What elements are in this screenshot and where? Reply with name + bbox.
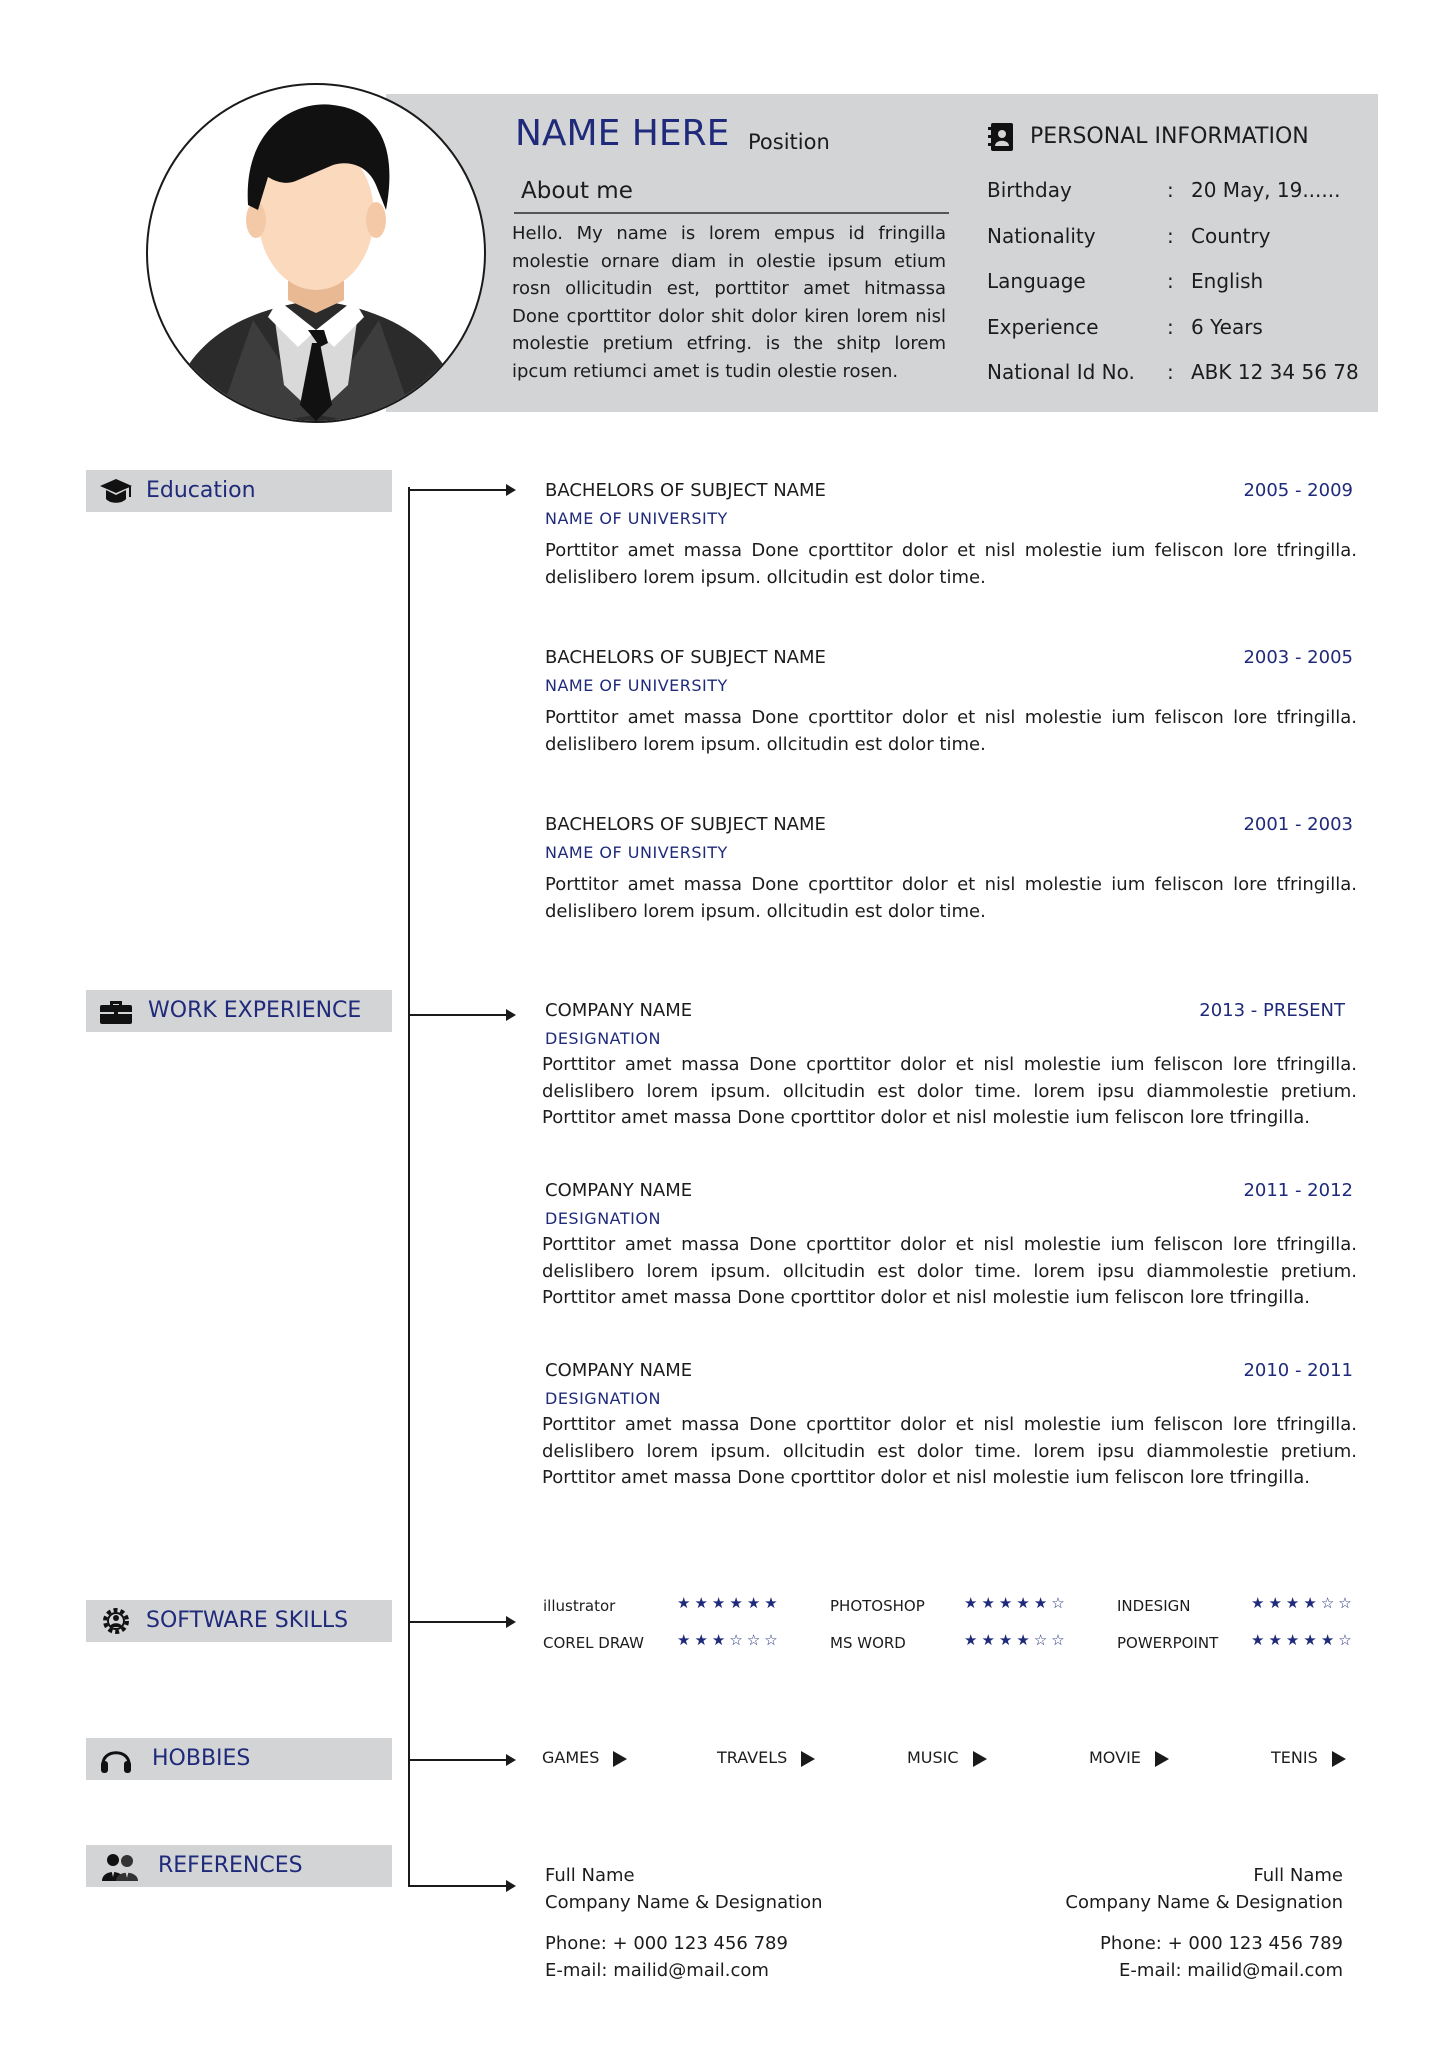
star-filled-icon: ★: [764, 1594, 782, 1612]
section-software-skills: [86, 1600, 392, 1642]
contact-book-icon: [987, 122, 1015, 152]
star-filled-icon: ★: [1016, 1631, 1034, 1649]
star-filled-icon: ★: [981, 1594, 999, 1612]
play-icon: [801, 1751, 815, 1767]
about-me-heading: About me: [521, 178, 633, 204]
pi-label: Nationality: [987, 224, 1096, 248]
university-name: NAME OF UNIVERSITY: [545, 509, 728, 528]
work-entry: [542, 1360, 1357, 1492]
star-empty-icon: ☆: [1051, 1631, 1069, 1649]
star-filled-icon: ★: [1303, 1631, 1321, 1649]
star-empty-icon: ☆: [1320, 1594, 1339, 1612]
work-years: 2013 - PRESENT: [1199, 1000, 1345, 1021]
star-filled-icon: ★: [1285, 1631, 1304, 1649]
skill-rating: [964, 1631, 1069, 1649]
skill-name: INDESIGN: [1117, 1597, 1191, 1615]
star-filled-icon: ★: [1285, 1594, 1304, 1612]
star-filled-icon: ★: [1303, 1594, 1321, 1612]
work-years: 2010 - 2011: [1243, 1360, 1353, 1381]
star-filled-icon: ★: [711, 1631, 730, 1649]
pi-label: National Id No.: [987, 360, 1135, 384]
pi-value: English: [1191, 269, 1264, 293]
reference-left: [545, 1862, 823, 1984]
reference-company: Company Name & Designation: [1065, 1892, 1343, 1913]
section-hobbies: [86, 1738, 392, 1780]
degree-years: 2001 - 2003: [1243, 814, 1353, 835]
hobby-label: TRAVELS: [717, 1748, 788, 1767]
reference-phone: Phone: + 000 123 456 789: [545, 1933, 788, 1954]
skill-rating: [677, 1631, 782, 1649]
star-filled-icon: ★: [1268, 1594, 1286, 1612]
star-filled-icon: ★: [1251, 1594, 1269, 1612]
university-name: NAME OF UNIVERSITY: [545, 676, 728, 695]
education-entry: [545, 480, 1357, 591]
skill-rating: [1251, 1594, 1356, 1612]
pi-label: Birthday: [987, 178, 1072, 202]
hobby-label: MUSIC: [907, 1748, 959, 1767]
reference-email: E-mail: mailid@mail.com: [1119, 1960, 1343, 1981]
personal-info-heading: PERSONAL INFORMATION: [1030, 124, 1309, 149]
work-entry: [542, 1000, 1357, 1132]
education-arrow: [408, 489, 510, 491]
play-icon: [973, 1751, 987, 1767]
star-empty-icon: ☆: [1033, 1631, 1052, 1649]
star-filled-icon: ★: [677, 1631, 695, 1649]
work-description: Porttitor amet massa Done cporttitor dolor et nisl molestie ium feliscon lore tfringilla. delislibero lorem ipsum. ollcitudin est dolor time. lorem ipsu diammolestie pretium. Porttitor amet massa Done cporttitor dolor et nisl molestie ium feliscon lore tfringilla.: [542, 1234, 1357, 1308]
star-filled-icon: ★: [1268, 1631, 1286, 1649]
pi-row-language: Language : English: [987, 269, 1264, 293]
play-icon: [613, 1751, 627, 1767]
section-label: REFERENCES: [158, 1853, 303, 1878]
star-filled-icon: ★: [729, 1594, 747, 1612]
education-entry: [545, 814, 1357, 925]
pi-value: ABK 12 34 56 78: [1191, 360, 1359, 384]
pi-row-experience: Experience : 6 Years: [987, 315, 1263, 339]
degree-years: 2003 - 2005: [1243, 647, 1353, 668]
hobby-label: TENIS: [1271, 1748, 1318, 1767]
hobby-item: [1089, 1748, 1169, 1767]
reference-name: Full Name: [1253, 1865, 1343, 1886]
star-empty-icon: ☆: [746, 1631, 765, 1649]
pi-label: Language: [987, 269, 1086, 293]
star-empty-icon: ☆: [1051, 1594, 1069, 1612]
pi-label: Experience: [987, 315, 1099, 339]
skill-rating: [1251, 1631, 1356, 1649]
position-title: Position: [748, 130, 830, 154]
avatar-icon: [148, 85, 484, 421]
star-empty-icon: ☆: [764, 1631, 782, 1649]
work-description: Porttitor amet massa Done cporttitor dolor et nisl molestie ium feliscon lore tfringilla. delislibero lorem ipsum. ollcitudin est dolor time. lorem ipsu diammolestie pretium. Porttitor amet massa Done cporttitor dolor et nisl molestie ium feliscon lore tfringilla.: [542, 1414, 1357, 1488]
about-divider: [514, 212, 949, 214]
section-label: HOBBIES: [152, 1746, 251, 1771]
reference-right: [1065, 1862, 1343, 1984]
pi-row-national-id: National Id No. : ABK 12 34 56 78: [987, 360, 1359, 384]
hobby-item: [542, 1748, 627, 1767]
company-name: COMPANY NAME: [545, 1360, 693, 1381]
skill-rating: [964, 1594, 1069, 1612]
degree-description: Porttitor amet massa Done cporttitor dolor et nisl molestie ium feliscon lore tfringilla. delislibero lorem ipsum. ollcitudin est dolor time.: [545, 540, 1357, 588]
designation: DESIGNATION: [545, 1389, 661, 1408]
play-icon: [1332, 1751, 1346, 1767]
reference-company: Company Name & Designation: [545, 1892, 823, 1913]
pi-row-birthday: Birthday : 20 May, 19......: [987, 178, 1341, 202]
work-description: Porttitor amet massa Done cporttitor dolor et nisl molestie ium feliscon lore tfringilla. delislibero lorem ipsum. ollcitudin est dolor time. lorem ipsu diammolestie pretium. Porttitor amet massa Done cporttitor dolor et nisl molestie ium feliscon lore tfringilla.: [542, 1054, 1357, 1128]
graduation-cap-icon: [98, 476, 134, 506]
star-filled-icon: ★: [746, 1594, 765, 1612]
skills-arrow: [408, 1621, 510, 1623]
star-filled-icon: ★: [694, 1631, 712, 1649]
star-filled-icon: ★: [981, 1631, 999, 1649]
people-icon: [98, 1851, 142, 1881]
gear-icon: [98, 1606, 134, 1636]
hobby-item: [1271, 1748, 1346, 1767]
pi-value: Country: [1191, 224, 1271, 248]
degree-description: Porttitor amet massa Done cporttitor dolor et nisl molestie ium feliscon lore tfringilla. delislibero lorem ipsum. ollcitudin est dolor time.: [545, 707, 1357, 755]
briefcase-icon: [98, 996, 134, 1026]
section-label: SOFTWARE SKILLS: [146, 1608, 349, 1633]
reference-name: Full Name: [545, 1865, 635, 1886]
star-filled-icon: ★: [998, 1594, 1017, 1612]
degree-description: Porttitor amet massa Done cporttitor dolor et nisl molestie ium feliscon lore tfringilla. delislibero lorem ipsum. ollcitudin est dolor time.: [545, 874, 1357, 922]
hobby-item: [907, 1748, 987, 1767]
section-work-experience: [86, 990, 392, 1032]
star-filled-icon: ★: [1016, 1594, 1034, 1612]
work-entry: [542, 1180, 1357, 1312]
pi-row-nationality: Nationality : Country: [987, 224, 1271, 248]
star-empty-icon: ☆: [1338, 1594, 1356, 1612]
star-filled-icon: ★: [1251, 1631, 1269, 1649]
section-references: [86, 1845, 392, 1887]
pi-value: 6 Years: [1191, 315, 1263, 339]
star-empty-icon: ☆: [1338, 1631, 1356, 1649]
skill-name: illustrator: [543, 1597, 616, 1615]
star-filled-icon: ★: [998, 1631, 1017, 1649]
degree-title: BACHELORS OF SUBJECT NAME: [545, 814, 826, 835]
section-education: [86, 470, 392, 512]
star-filled-icon: ★: [1033, 1594, 1052, 1612]
company-name: COMPANY NAME: [545, 1000, 693, 1021]
designation: DESIGNATION: [545, 1209, 661, 1228]
skill-name: PHOTOSHOP: [830, 1597, 925, 1615]
star-filled-icon: ★: [964, 1594, 982, 1612]
hobby-item: [717, 1748, 815, 1767]
company-name: COMPANY NAME: [545, 1180, 693, 1201]
star-empty-icon: ☆: [729, 1631, 747, 1649]
pi-value: 20 May, 19......: [1191, 178, 1341, 202]
hobbies-arrow: [408, 1759, 510, 1761]
profile-photo: [146, 83, 486, 423]
star-filled-icon: ★: [677, 1594, 695, 1612]
timeline-line: [408, 487, 410, 1885]
section-label: Education: [146, 478, 256, 503]
headphones-icon: [98, 1744, 134, 1774]
full-name: NAME HERE: [515, 113, 730, 154]
hobby-label: GAMES: [542, 1748, 600, 1767]
work-arrow: [408, 1014, 510, 1016]
degree-title: BACHELORS OF SUBJECT NAME: [545, 647, 826, 668]
work-years: 2011 - 2012: [1243, 1180, 1353, 1201]
about-me-text: Hello. My name is lorem empus id fringilla molestie ornare diam in olestie ipsum etium rosn ollicitudin est, porttitor amet hitmassa Done cporttitor dolor shit dolor kiren lorem nisl molestie pretium etfring. is the shitp lorem ipcum retiumci amet is tudin olestie rosen.: [512, 223, 946, 382]
skill-rating: [677, 1594, 782, 1612]
reference-email: E-mail: mailid@mail.com: [545, 1960, 769, 1981]
star-filled-icon: ★: [694, 1594, 712, 1612]
star-filled-icon: ★: [1320, 1631, 1339, 1649]
designation: DESIGNATION: [545, 1029, 661, 1048]
university-name: NAME OF UNIVERSITY: [545, 843, 728, 862]
reference-phone: Phone: + 000 123 456 789: [1100, 1933, 1343, 1954]
degree-title: BACHELORS OF SUBJECT NAME: [545, 480, 826, 501]
references-arrow: [408, 1885, 510, 1887]
play-icon: [1155, 1751, 1169, 1767]
degree-years: 2005 - 2009: [1243, 480, 1353, 501]
education-entry: [545, 647, 1357, 758]
star-filled-icon: ★: [711, 1594, 730, 1612]
section-label: WORK EXPERIENCE: [148, 998, 362, 1023]
hobby-label: MOVIE: [1089, 1748, 1141, 1767]
skill-name: COREL DRAW: [543, 1634, 644, 1652]
star-filled-icon: ★: [964, 1631, 982, 1649]
skill-name: MS WORD: [830, 1634, 906, 1652]
skill-name: POWERPOINT: [1117, 1634, 1219, 1652]
